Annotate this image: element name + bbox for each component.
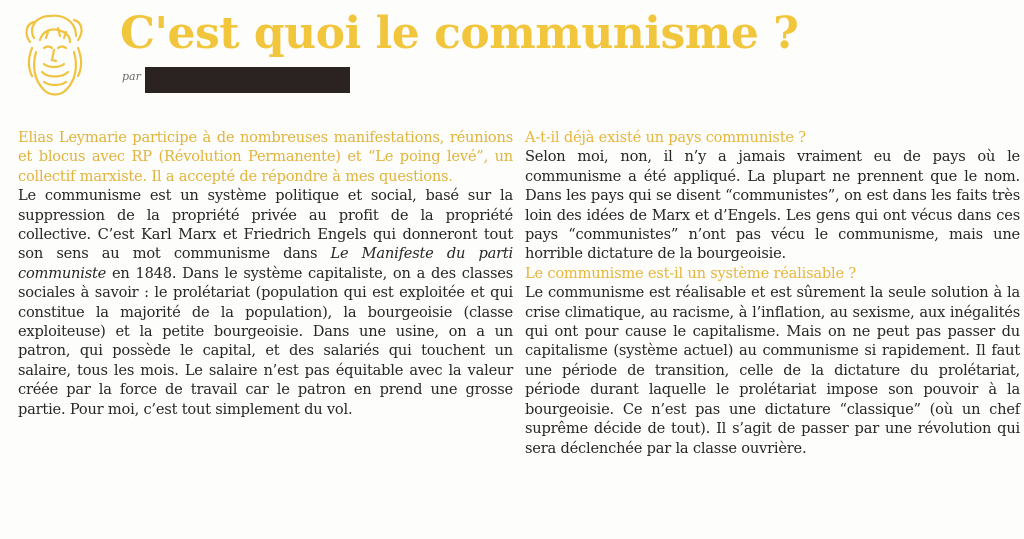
- question-heading-2: Le communisme est-il un système réalisable ?: [525, 264, 856, 282]
- intro-paragraph: Elias Leymarie participe à de nombreuses manifestations, réunions et blocus avec RP (Révolution Permanente) et “Le poing levé”, un collectif marxiste. Il a accepté de répondre à mes questions.: [18, 129, 513, 185]
- answer-paragraph-1: Selon moi, non, il n’y a jamais vraiment eu de pays où le communisme a été appliqué. La plupart ne prennent que le nom. Dans les pays qui se disent “communistes”, on est dans les faits très loin des idées de Marx et d’Engels. Les gens qui ont vécus dans ces pays “communistes” n’ont pas vécu le communisme, mais une horrible dictature de la bourgeoisie.: [525, 148, 1020, 263]
- article-title: C'est quoi le communisme ?: [120, 8, 799, 59]
- karl-marx-portrait-icon: [14, 8, 94, 98]
- left-column: [18, 128, 513, 419]
- article-header: [0, 0, 1024, 110]
- definition-paragraph: [18, 186, 513, 419]
- definition-text-part2: en 1848. Dans le système capitaliste, on a des classes sociales à savoir : le prolétariat (population qui est exploitée et qui constitue la majorité de la population), la bourgeoisie (classe exploiteuse) et la petite bourgeoisie. Dans une usine, on a un patron, qui possède le capital, et des salariés qui touchent un salaire, tous les mois. Le salaire n’est pas équitable avec la valeur créée par la force de travail car le patron en prend une grosse partie. Pour moi, c’est tout simplement du vol.: [18, 264, 513, 418]
- answer-paragraph-2: Le communisme est réalisable et est sûrement la seule solution à la crise climatique, au racisme, à l’inflation, au sexisme, aux inégalités qui ont pour cause le capitalisme. Mais on ne peut pas passer du capitalisme (système actuel) au communisme si rapidement. Il faut une période de transition, celle de la dictature du prolétariat, période durant laquelle le prolétariat impose son pouvoir à la bourgeoisie. Ce n’est pas une dictature “classique” (où un chef suprême décide de tout). Il s’agit de passer par une révolution qui sera déclenchée par la classe ouvrière.: [525, 284, 1020, 457]
- byline-prefix: par: [122, 70, 141, 83]
- right-column: [525, 128, 1020, 458]
- book-title: Le Manifeste du parti communiste: [18, 245, 513, 282]
- author-redaction-bar: [145, 67, 350, 93]
- question-heading-1: A-t-il déjà existé un pays communiste ?: [525, 129, 806, 146]
- definition-text-part1: Le communisme est un système politique et social, basé sur la suppression de la propriété privée au profit de la propriété collective. C’est Karl Marx et Friedrich Engels qui donneront tout son sens au mot communisme dans: [18, 187, 513, 263]
